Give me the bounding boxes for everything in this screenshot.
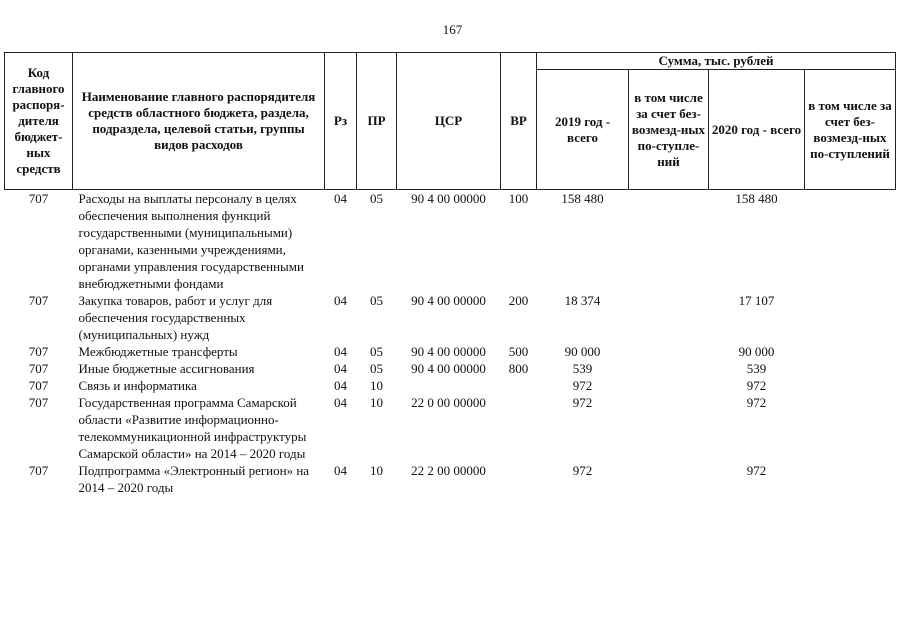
cell-vr <box>501 462 537 496</box>
cell-free-2019 <box>629 462 709 496</box>
cell-rz: 04 <box>334 395 347 410</box>
cell-csr: 90 4 00 00000 <box>411 293 486 308</box>
table-body <box>5 190 896 497</box>
cell-csr: 90 4 00 00000 <box>411 191 486 206</box>
cell-vr: 100 <box>508 191 529 206</box>
header-name: Наименование главного распорядителя средств областного бюджета, раздела, подраздела, целевой статьи, группы видов расходов <box>73 53 325 190</box>
cell-vr: 800 <box>508 361 529 376</box>
cell-free-2020 <box>805 394 896 462</box>
cell-pr: 10 <box>370 463 383 478</box>
cell-total-2020: 972 <box>746 463 767 478</box>
cell-vr <box>501 377 537 394</box>
cell-name: Подпрограмма «Электронный регион» на 2014 – 2020 годы <box>78 463 310 495</box>
page-number: 167 <box>442 22 463 37</box>
cell-free-2019 <box>629 343 709 360</box>
cell-total-2019: 90 000 <box>564 344 601 359</box>
cell-code: 707 <box>28 344 49 359</box>
cell-total-2019: 972 <box>572 378 593 393</box>
cell-rz: 04 <box>334 293 347 308</box>
cell-vr: 200 <box>508 293 529 308</box>
header-pr: ПР <box>357 53 397 190</box>
cell-total-2019: 539 <box>572 361 593 376</box>
header-rz: Рз <box>325 53 357 190</box>
cell-pr: 05 <box>370 344 383 359</box>
cell-name: Закупка товаров, работ и услуг для обеспечения государственных (муниципальных) нужд <box>78 293 273 342</box>
cell-pr: 10 <box>370 378 383 393</box>
cell-pr: 05 <box>370 191 383 206</box>
cell-free-2019 <box>629 394 709 462</box>
header-csr: ЦСР <box>397 53 501 190</box>
cell-csr: 90 4 00 00000 <box>411 361 486 376</box>
cell-rz: 04 <box>334 191 347 206</box>
header-code: Код главного распоря-дителя бюджет-ных средств <box>5 53 73 190</box>
header-vr: ВР <box>501 53 537 190</box>
cell-total-2020: 539 <box>746 361 767 376</box>
cell-total-2020: 972 <box>746 395 767 410</box>
cell-total-2020: 90 000 <box>738 344 775 359</box>
cell-name: Государственная программа Самарской области «Развитие информационно-телекоммуникационной инфраструктуры Самарской области» на 2014 – 2020 годы <box>78 395 307 461</box>
cell-free-2019 <box>629 190 709 293</box>
header-sum-group: Сумма, тыс. рублей <box>537 53 896 70</box>
cell-pr: 10 <box>370 395 383 410</box>
cell-free-2020 <box>805 377 896 394</box>
budget-table <box>4 52 896 496</box>
cell-free-2020 <box>805 190 896 293</box>
cell-pr: 05 <box>370 361 383 376</box>
cell-total-2019: 972 <box>572 463 593 478</box>
cell-csr <box>397 377 501 394</box>
table-row <box>5 377 896 394</box>
header-free-2020: в том числе за счет без-возмезд-ных по-ступлений <box>805 70 896 190</box>
cell-rz: 04 <box>334 463 347 478</box>
header-free-2019: в том числе за счет без-возмезд-ных по-ступле-ний <box>629 70 709 190</box>
cell-name: Иные бюджетные ассигнования <box>78 361 255 376</box>
cell-free-2020 <box>805 292 896 343</box>
header-total-2020: 2020 год - всего <box>709 70 805 190</box>
cell-code: 707 <box>28 361 49 376</box>
table-row <box>5 190 896 293</box>
header-total-2019: 2019 год - всего <box>537 70 629 190</box>
cell-rz: 04 <box>334 344 347 359</box>
cell-code: 707 <box>28 378 49 393</box>
cell-free-2020 <box>805 343 896 360</box>
cell-free-2020 <box>805 462 896 496</box>
cell-total-2020: 972 <box>746 378 767 393</box>
cell-vr <box>501 394 537 462</box>
cell-total-2019: 972 <box>572 395 593 410</box>
cell-total-2020: 17 107 <box>738 293 775 308</box>
cell-rz: 04 <box>334 378 347 393</box>
cell-code: 707 <box>28 191 49 206</box>
cell-pr: 05 <box>370 293 383 308</box>
table-row <box>5 394 896 462</box>
cell-free-2020 <box>805 360 896 377</box>
cell-rz: 04 <box>334 361 347 376</box>
cell-code: 707 <box>28 395 49 410</box>
table-row <box>5 343 896 360</box>
cell-free-2019 <box>629 292 709 343</box>
table-row <box>5 360 896 377</box>
cell-total-2020: 158 480 <box>735 191 778 206</box>
cell-free-2019 <box>629 377 709 394</box>
cell-csr: 22 0 00 00000 <box>411 395 486 410</box>
table-row <box>5 462 896 496</box>
cell-name: Межбюджетные трансферты <box>78 344 238 359</box>
cell-free-2019 <box>629 360 709 377</box>
cell-total-2019: 158 480 <box>561 191 604 206</box>
cell-code: 707 <box>28 463 49 478</box>
cell-name: Связь и информатика <box>78 378 197 393</box>
cell-csr: 22 2 00 00000 <box>411 463 486 478</box>
cell-code: 707 <box>28 293 49 308</box>
cell-csr: 90 4 00 00000 <box>411 344 486 359</box>
cell-name: Расходы на выплаты персоналу в целях обеспечения выполнения функций государственными (муниципальными) органами, казенными учреждениями, органами управления государственными внебюджетными фондами <box>78 191 304 291</box>
cell-vr: 500 <box>508 344 529 359</box>
cell-total-2019: 18 374 <box>564 293 601 308</box>
table-row <box>5 292 896 343</box>
